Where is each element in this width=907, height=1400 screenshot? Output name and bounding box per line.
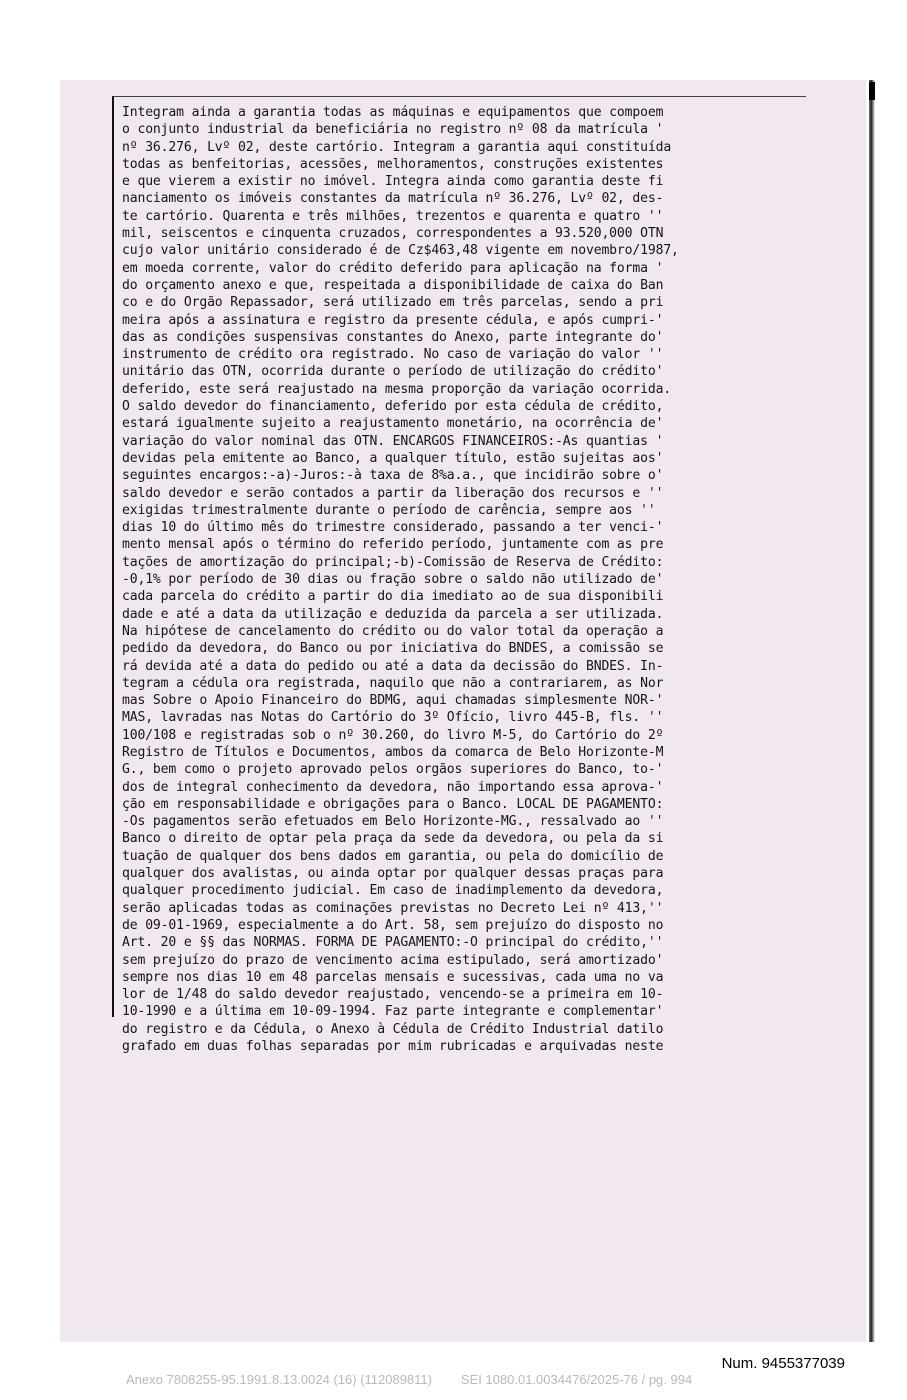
text-line: cada parcela do crédito a partir do dia imediato ao de sua disponibili <box>122 589 664 605</box>
text-line: do orçamento anexo e que, respeitada a disponibilidade de caixa do Ban <box>122 277 664 293</box>
text-line: e que vierem a existir no imóvel. Integra ainda como garantia deste fi <box>122 174 664 190</box>
text-line: tegram a cédula ora registrada, naquilo que não a contrariarem, as Nor <box>122 675 664 691</box>
text-line: de 09-01-1969, especialmente a do Art. 58, sem prejuízo do disposto no <box>122 917 664 933</box>
text-line: deferido, este será reajustado na mesma proporção da variação ocorrida. <box>122 381 672 397</box>
text-line: Na hipótese de cancelamento do crédito ou do valor total da operação a <box>122 623 664 639</box>
text-line: Art. 20 e §§ das NORMAS. FORMA DE PAGAMENTO:-O principal do crédito,'' <box>122 935 664 951</box>
text-line: -0,1% por período de 30 dias ou fração sobre o saldo não utilizado de' <box>122 572 664 588</box>
document-source-footer: Anexo 7808255-95.1991.8.13.0024 (16) (112089811) SEI 1080.01.0034476/2025-76 / pg. 994 <box>126 1372 693 1387</box>
text-line: instrumento de crédito ora registrado. No caso de variação do valor '' <box>122 347 664 363</box>
text-line: seguintes encargos:-a)-Juros:-à taxa de 8%a.a., que incidirão sobre o' <box>122 468 664 484</box>
text-line: dade e até a data da utilização e deduzida da parcela a ser utilizada. <box>122 606 664 622</box>
text-line: tações de amortização do principal;-b)-Comissão de Reserva de Crédito: <box>122 554 664 570</box>
text-line: mento mensal após o término do referido período, juntamente com as pre <box>122 537 664 553</box>
text-line: saldo devedor e serão contados a partir da liberação dos recursos e '' <box>122 485 664 501</box>
text-line: Registro de Títulos e Documentos, ambos da comarca de Belo Horizonte-M <box>122 744 664 760</box>
text-line: meira após a assinatura e registro da presente cédula, e após cumpri-' <box>122 312 664 328</box>
text-line: unitário das OTN, ocorrida durante o período de utilização do crédito' <box>122 364 664 380</box>
text-line: do registro e da Cédula, o Anexo à Cédula de Crédito Industrial datilo <box>122 1021 664 1037</box>
text-line: variação do valor nominal das OTN. ENCARGOS FINANCEIROS:-As quantias ' <box>122 433 664 449</box>
text-line: das as condições suspensivas constantes do Anexo, parte integrante do' <box>122 329 664 345</box>
text-line: Integram ainda a garantia todas as máquinas e equipamentos que compoem <box>122 105 664 120</box>
text-line: nanciamento os imóveis constantes da matrícula nº 36.276, Lvº 02, des- <box>122 191 664 207</box>
scan-edge-shadow <box>869 80 875 1342</box>
document-number: Num. 9455377039 <box>721 1355 845 1372</box>
typewritten-text-block <box>122 104 802 1055</box>
text-line: o conjunto industrial da beneficiária no registro nº 08 da matrícula ' <box>122 122 664 138</box>
text-line: MAS, lavradas nas Notas do Cartório do 3º Ofício, livro 445-B, fls. '' <box>122 710 664 726</box>
text-line: O saldo devedor do financiamento, deferido por esta cédula de crédito, <box>122 399 664 415</box>
text-line: dias 10 do último mês do trimestre considerado, passando a ter venci-' <box>122 520 664 536</box>
text-line: mil, seiscentos e cinquenta cruzados, correspondentes a 93.520,000 OTN <box>122 226 664 242</box>
text-line: serão aplicadas todas as cominações previstas no Decreto Lei nº 413,'' <box>122 900 664 916</box>
text-line: 10-1990 e a última em 10-09-1994. Faz parte integrante e complementar' <box>122 1004 664 1020</box>
text-line: em moeda corrente, valor do crédito deferido para aplicação na forma ' <box>122 260 664 276</box>
text-line: rá devida até a data do pedido ou até a data da decissão do BNDES. In- <box>122 658 664 674</box>
text-line: dos de integral conhecimento da devedora, não importando essa aprova-' <box>122 779 664 795</box>
text-line: co e do Orgão Repassador, será utilizado em três parcelas, sendo a pri <box>122 295 664 311</box>
text-line: lor de 1/48 do saldo devedor reajustado, vencendo-se a primeira em 10- <box>122 987 664 1003</box>
text-line: qualquer procedimento judicial. Em caso de inadimplemento da devedora, <box>122 883 664 899</box>
text-line: todas as benfeitorias, acessões, melhoramentos, construções existentes <box>122 156 664 172</box>
text-line: tuação de qualquer dos bens dados em garantia, ou pela do domicílio de <box>122 848 664 864</box>
text-line: devidas pela emitente ao Banco, a qualquer título, estão sujeitas aos' <box>122 450 664 466</box>
text-line: pedido da devedora, do Banco ou por iniciativa do BNDES, a comissão se <box>122 641 664 657</box>
text-line: G., bem como o projeto aprovado pelos orgãos superiores do Banco, to-' <box>122 762 664 778</box>
text-line: ção em responsabilidade e obrigações para o Banco. LOCAL DE PAGAMENTO: <box>122 796 664 812</box>
scan-edge-mark <box>869 82 875 100</box>
text-line: -Os pagamentos serão efetuados em Belo Horizonte-MG., ressalvado ao '' <box>122 814 664 830</box>
text-line: mas Sobre o Apoio Financeiro do BDMG, aqui chamadas simplesmente NOR-' <box>122 693 664 709</box>
text-line: qualquer dos avalistas, ou ainda optar por qualquer dessas praças para <box>122 866 664 882</box>
text-line: grafado em duas folhas separadas por mim rubricadas e arquivadas neste <box>122 1039 664 1055</box>
text-line: exigidas trimestralmente durante o período de carência, sempre aos '' <box>122 502 656 518</box>
text-line: Banco o direito de optar pela praça da sede da devedora, ou pela da si <box>122 831 664 847</box>
text-line: nº 36.276, Lvº 02, deste cartório. Integram a garantia aqui constituída <box>122 139 672 155</box>
text-line: estará igualmente sujeito a reajustamento monetário, na ocorrência de' <box>122 416 664 432</box>
text-line: sem prejuízo do prazo de vencimento acima estipulado, será amortizado' <box>122 952 664 968</box>
text-line: cujo valor unitário considerado é de Cz$463,48 vigente em novembro/1987, <box>122 243 679 259</box>
text-line: 100/108 e registradas sob o nº 30.260, do livro M-5, do Cartório do 2º <box>122 727 664 743</box>
text-line: sempre nos dias 10 em 48 parcelas mensais e sucessivas, cada uma no va <box>122 969 664 985</box>
text-line: te cartório. Quarenta e três milhões, trezentos e quarenta e quatro '' <box>122 208 664 224</box>
